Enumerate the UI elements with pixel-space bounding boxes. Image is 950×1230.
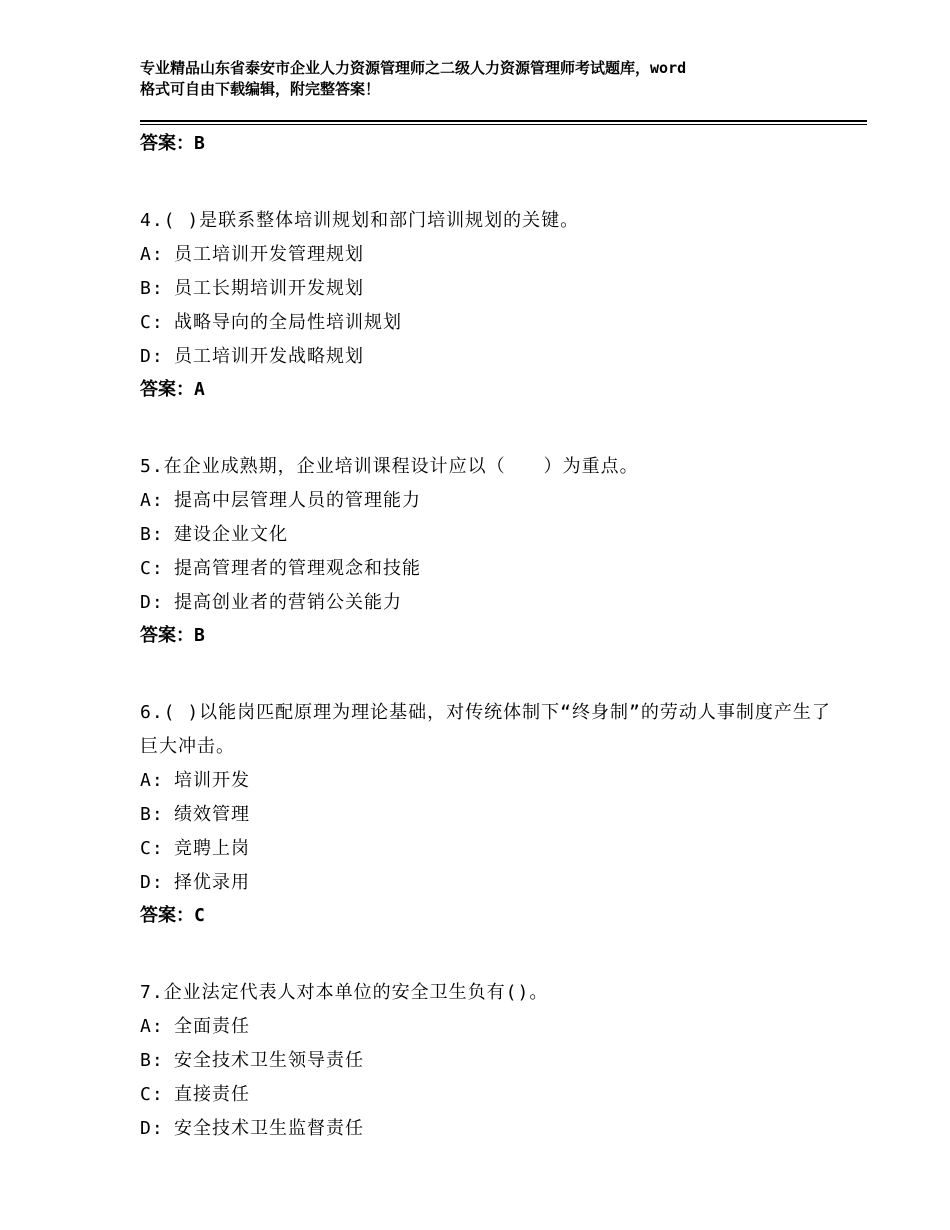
- option-letter: B:: [140, 524, 164, 545]
- option-b: [140, 272, 840, 306]
- option-text: 竞聘上岗: [174, 838, 250, 859]
- option-c: [140, 552, 840, 586]
- option-text: 择优录用: [174, 872, 250, 893]
- answer-6: 答案：C: [140, 905, 205, 926]
- answer-4: 答案：A: [140, 379, 205, 400]
- option-letter: C:: [140, 558, 164, 579]
- option-b: [140, 1044, 840, 1078]
- question-stem: 4.( )是联系整体培训规划和部门培训规划的关键。: [140, 210, 580, 231]
- option-text: 战略导向的全局性培训规划: [174, 312, 402, 333]
- option-letter: C:: [140, 1084, 164, 1105]
- question-4: [140, 204, 840, 406]
- option-text: 直接责任: [174, 1084, 250, 1105]
- option-letter: C:: [140, 838, 164, 859]
- option-letter: B:: [140, 278, 164, 299]
- document-body: [140, 128, 840, 1146]
- option-d: [140, 340, 840, 374]
- option-text: 全面责任: [174, 1016, 250, 1037]
- option-text: 员工培训开发管理规划: [174, 244, 364, 265]
- option-b: [140, 798, 840, 832]
- option-d: [140, 586, 840, 620]
- option-c: [140, 1078, 840, 1112]
- question-stem: 5.在企业成熟期，企业培训课程设计应以（ ）为重点。: [140, 456, 639, 477]
- option-b: [140, 518, 840, 552]
- header-line-1: 专业精品山东省泰安市企业人力资源管理师之二级人力资源管理师考试题库，word: [140, 59, 687, 77]
- option-d: [140, 866, 840, 900]
- option-text: 员工培训开发战略规划: [174, 346, 364, 367]
- option-text: 绩效管理: [174, 804, 250, 825]
- option-letter: D:: [140, 872, 164, 893]
- option-letter: A:: [140, 244, 164, 265]
- option-letter: B:: [140, 804, 164, 825]
- option-text: 建设企业文化: [174, 524, 288, 545]
- option-letter: B:: [140, 1050, 164, 1071]
- document-header: [140, 58, 840, 100]
- option-text: 培训开发: [174, 770, 250, 791]
- option-text: 提高中层管理人员的管理能力: [174, 490, 421, 511]
- question-stem: 7.企业法定代表人对本单位的安全卫生负有()。: [140, 982, 549, 1003]
- option-text: 提高管理者的管理观念和技能: [174, 558, 421, 579]
- option-text: 员工长期培训开发规划: [174, 278, 364, 299]
- option-a: [140, 484, 840, 518]
- option-a: [140, 764, 840, 798]
- option-a: [140, 1010, 840, 1044]
- option-letter: D:: [140, 346, 164, 367]
- option-letter: A:: [140, 1016, 164, 1037]
- option-a: [140, 238, 840, 272]
- question-stem: 6.( )以能岗匹配原理为理论基础，对传统体制下“终身制”的劳动人事制度产生了巨大冲击。: [140, 702, 831, 757]
- option-d: [140, 1112, 840, 1146]
- option-letter: D:: [140, 592, 164, 613]
- option-c: [140, 306, 840, 340]
- option-letter: A:: [140, 770, 164, 791]
- answer-5: 答案：B: [140, 625, 205, 646]
- option-c: [140, 832, 840, 866]
- header-line-2: 格式可自由下载编辑，附完整答案！: [140, 80, 381, 98]
- question-6: [140, 696, 840, 932]
- question-7: [140, 976, 840, 1146]
- header-rule-thick: [140, 120, 867, 122]
- question-5: [140, 450, 840, 652]
- header-rule-thin: [140, 124, 867, 125]
- answer-prev: 答案：B: [140, 133, 205, 154]
- option-text: 安全技术卫生监督责任: [174, 1118, 364, 1139]
- option-text: 安全技术卫生领导责任: [174, 1050, 364, 1071]
- option-letter: C:: [140, 312, 164, 333]
- option-text: 提高创业者的营销公关能力: [174, 592, 402, 613]
- option-letter: D:: [140, 1118, 164, 1139]
- option-letter: A:: [140, 490, 164, 511]
